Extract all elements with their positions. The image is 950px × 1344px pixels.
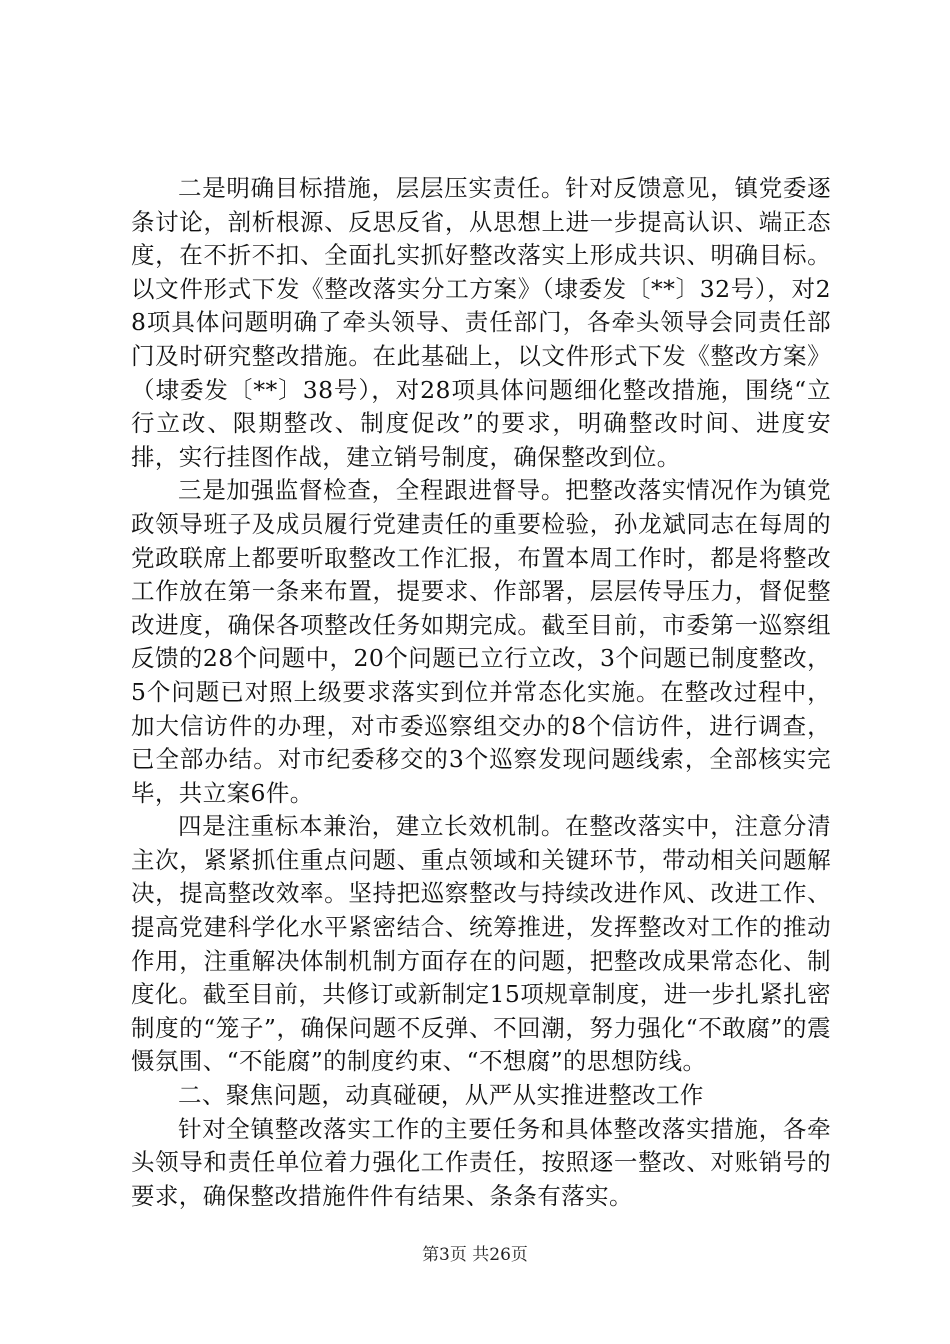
document-body xyxy=(131,172,831,1213)
page-number-footer: 第3页 共26页 xyxy=(422,1245,528,1265)
paragraph-supervision: 三是加强监督检查，全程跟进督导。把整改落实情况作为镇党政领导班子及成员履行党建责任的重要检验，孙龙斌同志在每周的党政联席上都要听取整改工作汇报，布置本周工作时，都是将整改工作放在第一条来布置，提要求、作部署，层层传导压力，督促整改进度，确保各项整改任务如期完成。截至目前，市委第一巡察组反馈的28个问题中，20个问题已立行立改，3个问题已制度整改，5个问题已对照上级要求落实到位并常态化实施。在整改过程中，加大信访件的办理，对市委巡察组交办的8个信访件，进行调查，已全部办结。对市纪委移交的3个巡察发现问题线索，全部核实完毕，共立案6件。 xyxy=(131,476,831,807)
section-heading: 二、聚焦问题，动真碰硬，从严从实推进整改工作 xyxy=(178,1081,704,1110)
paragraph-long-term-mechanism: 四是注重标本兼治，建立长效机制。在整改落实中，注意分清主次，紧紧抓住重点问题、重点领域和关键环节，带动相关问题解决，提高整改效率。坚持把巡察整改与持续改进作风、改进工作、提高党建科学化水平紧密结合、统筹推进，发挥整改对工作的推动作用，注重解决体制机制方面存在的问题，把整改成果常态化、制度化。截至目前，共修订或新制定15项规章制度，进一步扎紧扎密制度的“笼子”，确保问题不反弹、不回潮，努力强化“不敢腐”的震慑氛围、“不能腐”的制度约束、“不想腐”的思想防线。 xyxy=(131,812,831,1076)
paragraph-goals-measures: 二是明确目标措施，层层压实责任。针对反馈意见，镇党委逐条讨论，剖析根源、反思反省，从思想上进一步提高认识、端正态度，在不折不扣、全面扎实抓好整改落实上形成共识、明确目标。以文件形式下发《整改落实分工方案》（埭委发〔**〕32号），对28项具体问题明确了牵头领导、责任部门，各牵头领导会同责任部门及时研究整改措施。在此基础上，以文件形式下发《整改方案》（埭委发〔**〕38号），对28项具体问题细化整改措施，围绕“立行立改、限期整改、制度促改”的要求，明确整改时间、进度安排，实行挂图作战，建立销号制度，确保整改到位。 xyxy=(131,174,831,471)
paragraph-closing: 针对全镇整改落实工作的主要任务和具体整改落实措施，各牵头领导和责任单位着力强化工作责任，按照逐一整改、对账销号的要求，确保整改措施件件有结果、条条有落实。 xyxy=(131,1114,831,1210)
